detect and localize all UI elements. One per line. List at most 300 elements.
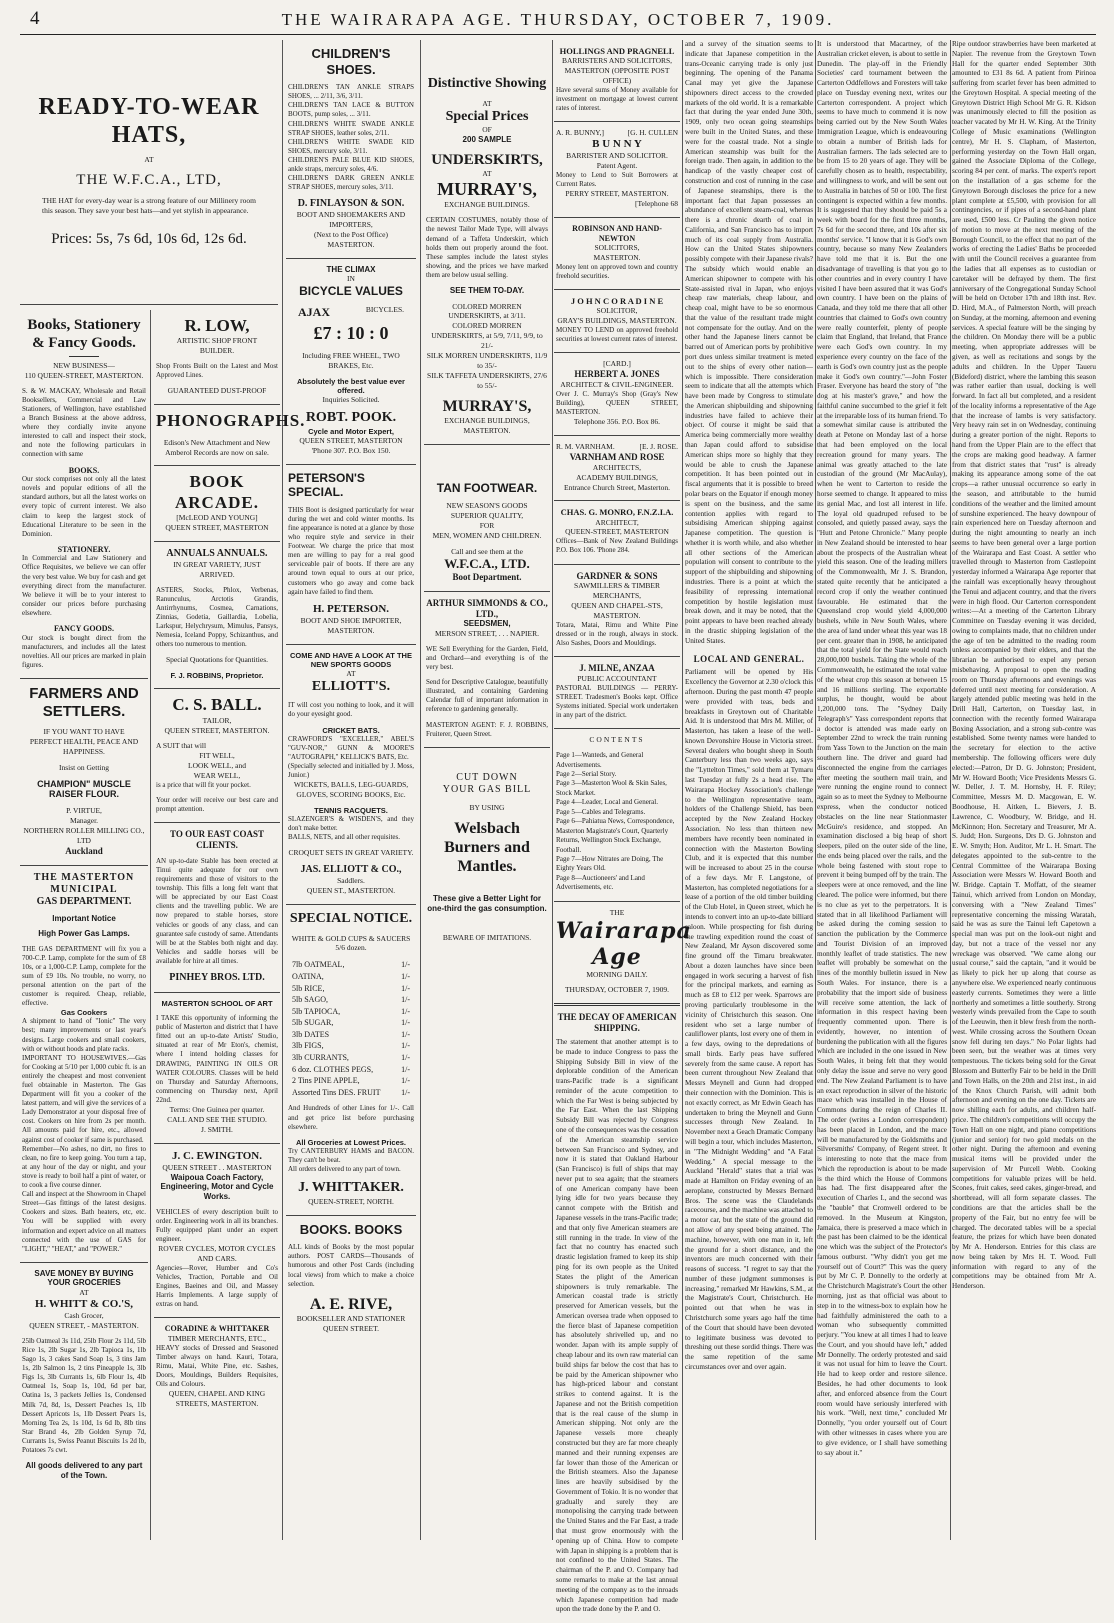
price-row xyxy=(288,1064,414,1076)
ad-title: ROBINSON AND HAND-NEWTON xyxy=(572,223,662,243)
ad-chas-monro xyxy=(554,501,680,564)
ad-title: TAN FOOTWEAR. xyxy=(436,480,538,495)
ad-address: QUEEN-STREET, MASTERTON xyxy=(565,527,669,537)
ad-line: MEN, WOMEN AND CHILDREN. xyxy=(432,530,542,540)
ad-sub: EXCHANGE BUILDINGS. xyxy=(444,200,530,210)
ad-body: Over J. C. Murray's Shop (Gray's New Building), QUEEN STREET, MASTERTON. xyxy=(556,389,678,417)
ad-at: AT xyxy=(79,1287,89,1297)
column-rule xyxy=(552,40,553,1540)
ad-tan-footwear xyxy=(424,475,550,592)
price-row xyxy=(288,1040,414,1052)
contents-item: Page 5—Cables and Telegrams. xyxy=(556,807,646,816)
ad-sub: Important Notice xyxy=(52,913,116,923)
ad-body: THIS Boot is designed particularly for wear during the wet and cold winter months. Its fine appearance is noted at a glance by those who require style and service in their Footwear. We charge the price that most men are willing to pay for a real good serviceable pair of boots. If there are any around town equal to ours at our price, customers who go away and come back again have failed to find them. xyxy=(288,505,414,596)
ad-annuals xyxy=(154,542,280,689)
ad-line: Insist on Getting xyxy=(59,762,109,772)
price-item: 2 Tins PINE APPLE, xyxy=(292,1076,360,1086)
ad-body: Have several sums of Money available for investment on mortgage at lowest current rates of interest. xyxy=(556,85,678,113)
ad-sub: Cash Grocer, xyxy=(64,1311,104,1321)
column-2 xyxy=(286,40,416,1540)
ad-sub: Patent Agent. xyxy=(596,161,638,171)
ad-address: QUEEN, CHAPEL AND KING STREETS, MASTERTON. xyxy=(168,1389,266,1408)
ad-arthur-simmonds xyxy=(424,592,550,748)
ad-title: HERBERT A. JONES xyxy=(574,369,660,380)
section-heading: BOOKS. xyxy=(68,465,100,475)
ad-childrens-shoes xyxy=(286,40,416,259)
price-value: 1/- xyxy=(401,1076,410,1086)
ad-name: ROBT. POOK. xyxy=(305,410,397,426)
ad-sub: High Power Gas Lamps. xyxy=(38,929,130,939)
ad-sub: Saddlers. xyxy=(337,875,365,885)
ad-line: PERFECT HEALTH, PEACE AND HAPPINESS. xyxy=(29,736,139,756)
price-value: 1/- xyxy=(401,1029,410,1039)
price-value: 1/- xyxy=(401,960,410,970)
ad-body: Agencies—Rover, Humber and Co's Vehicles, Traction, Portable and Oil Engines, Baeines and Oil, and Massey Harris Implements. A large supply of extras on hand. xyxy=(156,1263,278,1309)
ad-body: Offices—Bank of New Zealand Buildings P.O. Box 106. 'Phone 284. xyxy=(556,537,678,555)
price-item: 6 doz. CLOTHES PEGS, xyxy=(292,1064,374,1074)
ad-of: OF xyxy=(482,125,492,135)
ad-elliotts xyxy=(286,645,416,905)
contents-item: Page 3—Masterton Wool & Skin Sales, Stock Market. xyxy=(556,779,667,797)
underskirt-list xyxy=(426,302,548,391)
price-value: 1/- xyxy=(401,1087,410,1097)
ad-address: ACADEMY BUILDINGS, xyxy=(576,472,658,482)
ad-shop: THE W.F.C.A., LTD, xyxy=(76,172,222,189)
ad-address: QUEEN STREET, MASTERTON. xyxy=(164,725,270,735)
paper-sub: MORNING DAILY. xyxy=(586,969,648,979)
column-5 xyxy=(685,40,813,1540)
ad-sub: SOLICITORS, xyxy=(594,243,640,253)
ad-signature: J. WHITTAKER. xyxy=(298,1180,404,1196)
ad-price: £7 : 10 : 0 xyxy=(313,323,389,344)
ad-sub: Cycle and Motor Expert, xyxy=(308,427,394,437)
ad-body: Money to Lend to Suit Borrowers at Current Rates. xyxy=(556,171,678,189)
ad-name: H. WHITT & CO.'S, xyxy=(34,1297,133,1310)
ad-sub: TIMBER MERCHANTS, ETC., xyxy=(167,1333,267,1343)
ad-body: Our stock comprises not only all the latest novels and popular editions of all the standard authors, but all the latest works on every topic of current interest. We also claim to keep the largest stock of Educational Literature to be seen in the Dominion. xyxy=(22,475,146,538)
ad-signature: F. J. ROBBINS, Proprietor. xyxy=(170,671,264,681)
ad-title: UNDERSKIRTS, xyxy=(431,151,543,168)
ad-at: AT xyxy=(144,155,154,165)
ad-sub: ARCHITECT & CIVIL-ENGINEER. xyxy=(560,379,674,389)
ad-title: FARMERS AND xyxy=(29,685,139,702)
price-item: 5lb TAPIOCA, xyxy=(292,1006,341,1016)
ad-at: AT xyxy=(346,668,356,678)
price-value: 1/- xyxy=(401,995,410,1005)
ad-sub: TAILOR, xyxy=(202,715,232,725)
ad-line: CALL AND SEE THE STUDIO. xyxy=(167,1114,267,1124)
ad-address: QUEEN ST., MASTERTON. xyxy=(306,885,396,895)
price-item: 3lb FIGS, xyxy=(292,1041,324,1051)
price-item: Assorted Tins DES. FRUIT xyxy=(292,1087,381,1097)
ad-sub: 200 SAMPLE xyxy=(462,135,512,145)
ad-sub: [McLEOD AND YOUNG] xyxy=(176,513,258,523)
ad-sub: PUBLIC ACCOUNTANT xyxy=(577,673,657,683)
ad-school-of-art xyxy=(154,993,280,1144)
column-rule xyxy=(682,40,683,1540)
price-value: 1/- xyxy=(401,1006,410,1016)
ad-title: GARDNER & SONS xyxy=(576,570,658,581)
price-value: 1/- xyxy=(401,1064,410,1074)
ad-title: READY-TO-WEAR HATS, xyxy=(38,94,260,148)
shoe-item: CHILDREN'S PALE BLUE KID SHOES, ankle straps, mercury soles, 4/6. xyxy=(288,155,414,174)
price-item: 3lb DATES xyxy=(292,1029,330,1039)
ad-body: SLAZENGER'S & WISDEN'S, and they don't make better. xyxy=(288,814,414,832)
ad-address: MASTERTON (OPPOSITE POST OFFICE) xyxy=(564,66,670,85)
paper-the: THE xyxy=(609,907,625,917)
ad-signature: H. PETERSON. xyxy=(312,602,390,615)
ad-body: BALLS, NETS, and all other requisites. xyxy=(288,832,400,841)
ad-address: QUEEN-STREET, NORTH. xyxy=(308,1196,394,1206)
ad-body: Remember—No ashes, no dirt, no fires to clean, no fire to keep going. You turn a tap, at any hour of the day or night, and your stove is ready to boil half a pint of water, or to cook a five course dinner. xyxy=(22,1144,146,1190)
ad-j-milne xyxy=(554,657,680,729)
ad-prices: Prices: 5s, 7s 6d, 10s 6d, 12s 6d. xyxy=(51,230,247,247)
ad-line: Auckland xyxy=(65,845,103,856)
ad-title: SPECIAL. xyxy=(288,485,344,500)
ad-body: IMPORTANT TO HOUSEWIVES.—Gas for Cooking at 5/10 per 1,000 cubic ft. is an entirely the cheapest and most convenient fuel obtainable in Masterton. The Gas Department will fit you a cooker of the latest pattern, and will give the services of a Lady Demonstrator at your disposal free of cost. Cookers on hire from 2s per month. All amounts paid for hire, etc., allowed against cost of cooker if same is purchased. xyxy=(22,1053,146,1144)
partner-name: [E. J. ROSE. xyxy=(639,442,678,452)
ad-title: BICYCLE VALUES xyxy=(299,284,403,299)
ad-signature: JAS. ELLIOTT & CO., xyxy=(300,863,402,875)
ad-body: Try CANTERBURY HAMS and BACON. They can't be beat. xyxy=(288,1146,414,1164)
page-number: 4 xyxy=(30,8,40,29)
ad-line: Including FREE WHEEL, TWO BRAKES, Etc. xyxy=(302,350,400,370)
column-rule xyxy=(282,40,283,1540)
price-row xyxy=(288,1017,414,1029)
ad-title: MUNICIPAL xyxy=(50,883,118,895)
contents-list xyxy=(556,751,678,893)
ad-body: Our stock is bought direct from the manufacturers, and includes all the latest novelties. All our prices are marked in plain figures. xyxy=(22,633,146,669)
ad-body: Totara, Matai, Rimu and White Pine dressed or in the rough, always in stock. Also Sashes, Doors and Mouldings. xyxy=(556,620,678,648)
ad-signature: P. VIRTUE, xyxy=(66,806,102,816)
price-item: 3lb CURRANTS, xyxy=(292,1053,349,1063)
ad-body: THE GAS DEPARTMENT will fix you a 700-C.P. Lamp, complete for the sum of £8 10s, or a 1,000-C.P. Lamp, complete for the sum of £9 10s. No trouble, no worry, no personal attention on the part of the customer is required. Cheap, reliable, effective. xyxy=(22,944,146,1008)
ad-body: In Commercial and Law Stationery and Office Requisites, we believe we can offer the very best value. We buy for cash and get everything direct from the manufacturer. We believe it will be to your interest to consider our prices before purchasing elsewhere. xyxy=(22,554,146,617)
ad-title: C. S. BALL. xyxy=(172,695,262,715)
ad-title: YOUR GAS BILL xyxy=(442,784,532,796)
price-row xyxy=(288,1006,414,1018)
column-rule xyxy=(815,40,816,1540)
ad-bunny xyxy=(554,122,680,218)
ad-title: CORADINE & WHITTAKER xyxy=(164,1324,270,1334)
column-6 xyxy=(817,40,947,1540)
section-heading: STATIONERY. xyxy=(57,544,111,554)
price-item: 7lb OATMEAL, xyxy=(292,960,345,970)
ad-at: AT xyxy=(482,168,492,178)
price-value: 1/- xyxy=(401,1041,410,1051)
ad-body: A shipment to hand of "Ionic" The very best; many improvements or last year's designs. Large cookers and small cookers, with or without hoods and plate racks. xyxy=(22,1017,146,1053)
ad-line: is a price that will fit your pocket. xyxy=(156,781,251,790)
ad-name: MURRAY'S, xyxy=(442,397,532,415)
ad-phonographs xyxy=(154,405,306,466)
ad-address: QUEEN STREET, MASTERTON xyxy=(165,523,269,533)
ad-sub: BARRISTERS AND SOLICITORS, xyxy=(561,56,673,66)
section-heading: LOCAL AND GENERAL. xyxy=(693,654,805,665)
ad-varnham-rose xyxy=(554,436,680,501)
price-row xyxy=(288,994,414,1006)
ad-sub: SOLICITOR, xyxy=(596,306,638,316)
ad-title: SPECIAL NOTICE. xyxy=(289,910,413,926)
ad-body: CRAWFORD'S "EXCELLER," ABEL'S "GUV-NOR," GUNN & MOORE'S "AUTOGRAPH," KELLICK'S BATS, Etc. xyxy=(288,734,414,761)
ad-title: YOUR GROCERIES xyxy=(47,1278,121,1288)
ad-sub: ARCHITECTS, xyxy=(592,462,642,472)
ad-title: PHONOGRAPHS. xyxy=(156,411,306,431)
ad-sub: THE CLIMAX xyxy=(326,264,376,274)
ad-sub: EXCHANGE BUILDINGS, xyxy=(444,415,530,425)
price-item: 5lb RICE, xyxy=(292,983,325,993)
ad-body: 25lb Oatmeal 3s 11d, 25lb Flour 2s 11d, 5lb Rice 1s, 2lb Sugar 1s, 2lb Tapioca 1s, 1lb Sago 1s, 3 cakes Sand Soap 1s, 3 tins Jam 1s, 2lb Salmon 1s, 2 tins Pineapple 1s, 3lb Figs 1s, 3lb Currants 1s, 6lb Flour 1s, 4lb Oatmeal 1s, Soap 1s, 10d, 6d per bar, Oatina 1s, 3 packets Jellies 1s, Condensed Milk 7d, 8d, 1s, Dessert Peaches 1s, 1lb Dessert Apricots 1s, 1lb Dessert Pears 1s, Morning Tea 2s, 1s 10d, 1s 6d lb, 8lb tins Star Brand 4s, 2lb Golden Syrup 7d, Currants 1s, Swiss Peanut Biscuits 1s 2d lb, Potatoes 7s cwt. xyxy=(22,1336,146,1454)
ad-petersons-special xyxy=(286,465,416,645)
price-item: OATINA, xyxy=(292,971,324,981)
contents-item: Page 7—How Nitrates are Doing, The Eighty Years Old. xyxy=(556,854,664,873)
ad-address: MASTERTON. xyxy=(593,253,641,263)
column-1b xyxy=(154,310,306,1540)
ad-title: J. MILNE, ANZAA xyxy=(579,663,655,674)
ad-line: NORTHERN ROLLER MILLING CO., LTD xyxy=(23,825,145,845)
section-heading: Gas Cookers xyxy=(60,1008,108,1018)
partner-row xyxy=(556,128,678,138)
shoe-list xyxy=(288,83,414,192)
ad-line: WEAR WELL, xyxy=(193,771,241,781)
paper-date: THURSDAY, OCTOBER 7, 1909. xyxy=(564,985,670,995)
ad-sub: SEEDSMEN, xyxy=(463,619,511,629)
ad-line: BEWARE OF IMITATIONS. xyxy=(442,933,532,943)
ad-line: Manager. xyxy=(69,816,99,826)
ad-body: Edison's New Attachment and New Amberol Records are now on sale. xyxy=(163,437,271,457)
section-heading: CRICKET BATS. xyxy=(322,725,380,735)
ad-brand: RAISER FLOUR. xyxy=(48,789,119,800)
ad-body: I TAKE this opportunity of informing the public of Masterton and district that I have fitted out an up-to-date Artists' Studio, situated at rear of Mr Eton's, chemist, where I intend holding classes for DRAWING, PAINTING IN OILS OR WATER COLOURS. Classes will be held on Thursday and Saturday Afternoons, commencing on Thursday next, April 22nd. xyxy=(156,1014,278,1104)
ad-body: Shop Fronts Built on the Latest and Most Approved Lines. xyxy=(156,362,278,380)
ad-line: SEE THEM TO-DAY. xyxy=(449,286,525,295)
ad-line: BY USING xyxy=(469,802,505,812)
ad-line: Inquiries Solicited. xyxy=(322,394,380,404)
ad-body: Call and inspect at the Showroom in Chapel Street—Gas fittings of the latest designs. Cookers and sizes. Bath heaters, etc, etc. You will be supplied with every information and expert advice on all matters connected with the use of GAS for "LIGHT," "HEAT," and "POWER." xyxy=(22,1190,147,1253)
ad-books-stationery xyxy=(20,310,148,679)
ad-special-notice xyxy=(286,905,416,1216)
ad-address: Entrance Church Street, Masterton. xyxy=(563,482,670,492)
ad-signature: PINHEY BROS. LTD. xyxy=(169,972,265,984)
ad-line: All Groceries at Lowest Prices. xyxy=(295,1137,407,1147)
ad-body: HEAVY stocks of Dressed and Seasoned Timber always on hand. Kauri, Totara, Rimu, Matai, White Pine, etc. Sashes, Doors, Mouldings, Builders Requisites, Oils and Colours. xyxy=(156,1343,278,1388)
underskirt-item: COLORED MORREN UNDERSKIRTS, at 5/9, 7/11, 9/9, to 21/- xyxy=(431,321,543,351)
ad-ewington xyxy=(154,1144,280,1318)
ad-sub: Waipoua Coach Factory, Engineering, Motor and Cycle Works. xyxy=(160,1172,274,1201)
ad-sub: BARRISTER AND SOLICITOR. xyxy=(566,151,668,161)
ad-line: Terms: One Guinea per quarter. xyxy=(169,1104,265,1114)
contents-item: Page 1—Wanteds, and General Advertisements. xyxy=(556,751,644,769)
ad-body: CERTAIN COSTUMES, notably those of the newest Tailor Made Type, will always demand of a Taffeta Underskirt, which holds them out properly around the foot. These samples include the latest styles showing, and the prices we have marked them are below usual selling. xyxy=(426,216,548,279)
editorial-masthead xyxy=(554,902,692,1007)
ad-line: Your order will receive our best care and prompt attention. xyxy=(156,796,278,814)
ad-c-s-ball xyxy=(154,689,280,823)
ad-herbert-jones xyxy=(554,353,680,436)
ad-address: QUEEN STREET. xyxy=(322,1323,380,1333)
ad-body: IT will cost you nothing to look, and it will do your eyesight good. xyxy=(288,701,414,719)
ad-body: And Hundreds of other Lines for 1/-. Call and get price list before purchasing elsewhere. xyxy=(288,1104,414,1131)
ad-line: FIT WELL, xyxy=(199,751,235,761)
ad-body: ALL kinds of Books by the most popular authors. POST CARDS—Thousands of humorous and other Post Cards (including local views) from which to make a choice selection. xyxy=(288,1243,414,1288)
ad-body: THE HAT for every-day wear is a strong feature of our Millinery room this season. They save your best hats—and yet stylish in appearance. xyxy=(42,195,256,215)
ad-body: Money lent on approved town and country freehold securities. xyxy=(556,262,678,281)
contents-title: CONTENTS xyxy=(589,735,645,745)
ad-title: BOOKS. BOOKS xyxy=(299,1221,403,1237)
price-row xyxy=(288,1029,414,1041)
price-row xyxy=(288,1087,414,1099)
ad-address: 110 QUEEN-STREET, MASTERTON. xyxy=(24,370,144,380)
ad-robinson-hand-newton xyxy=(554,218,680,290)
ad-title: Books, Stationery & Fancy Goods. xyxy=(27,317,141,351)
ad-title: VARNHAM AND ROSE xyxy=(569,451,665,462)
ad-address: PERRY STREET, MASTERTON. xyxy=(565,189,669,199)
newspaper-title: THE WAIRARAPA AGE. THURSDAY, OCTOBER 7, 1909. xyxy=(281,10,835,29)
ad-gas-department xyxy=(20,866,148,1263)
ad-gardner-sons xyxy=(554,565,680,658)
contents-item: Page 6—Pahiatua News, Correspondence, Masterton Magistrate's Court, Quarterly Returns, Wellington Stock Exchange, Football. xyxy=(556,817,675,854)
price-list xyxy=(288,959,414,1098)
ad-address: QUEEN STREET, MASTERTON xyxy=(299,436,403,446)
ad-telephone: Telephone 356. P.O. Box 86. xyxy=(573,417,661,427)
shoe-item: CHILDREN'S WHITE SWADE ANKLE STRAP SHOES, leather soles, 2/11. xyxy=(288,119,414,137)
column-1a xyxy=(20,310,148,1540)
ad-title: GAS DEPARTMENT. xyxy=(36,895,132,907)
ad-east-coast-clients xyxy=(154,823,280,993)
ad-body: All orders delivered to any part of town. xyxy=(288,1164,401,1173)
ad-address: MASTERTON. xyxy=(463,425,511,435)
ad-r-low xyxy=(154,310,280,405)
ad-bicycle-values xyxy=(286,259,416,465)
ad-line: Call and see them at the xyxy=(451,546,523,556)
ad-body: MONEY TO LEND on approved freehold securities at lowest current rates of interest. xyxy=(556,326,678,344)
ad-address: QUEEN STREET . . MASTERTON xyxy=(162,1162,272,1172)
article-body: The statement that another attempt is to be made to induce Congress to pass the Shipping Subsidy Bill in view of the deplorable condition of the American trans-Pacific trade is a significant reminder of the acute competition to which the Far West is being subjected by the Far East. When the last Shipping Subsidy Bill was rejected by Congress one of the consequences was the cessation of the American steamship service between San Francisco and Sydney, and now it is stated that Oakland Harbour (San Francisco) is full of ships that may never put to sea again; that the steamers of one American company have been lying idle for two years because they cannot compete with the British and Japanese vessels in the trans-Pacific trade; and that only five American steamers are still running in the trade. In view of the fact that no country has enacted such drastic legislation framed to keep its ship ping for its own people as the United States the plight of the American shipowners is truly remarkable. The American coastal trade is strictly preserved for American vessels, but the American oversea trade when opposed to the fierce blast of Japanese competition has absolutely shrivelled up, and no wonder. Japan with its ample supply of cheap labour and its own raw material can build ships far below the cost that has to be paid by the American shipowner who has high-priced labour and constant strikes to contend against. It is the Japanese and not the British competition that is the real cause of the slump in American shipping. Not only are the Japanese vessels more cheaply constructed but they are far more cheaply manned and their running expenses are far lower than those of the American or the British steamers. Also the Japanese lines are heavily subsidised by the Government of Tokio. It is no wonder that gradually and surely they are monopolising the carrying trade between the United States and the Far East, a trade that must grow enormously with the opening up of China. How to compete with Japan in shipping is a problem that is not confined to the United States. The chairman of the P. and O. Company had some remarks to make at the last annual meeting of the company as to the inroads which Japanese competition had made upon the trade done by the P. and O. xyxy=(556,1037,678,1614)
article-body: Parliament will be opened by His Excellency the Governor at 2.30 o'clock this afternoon. During the past month 47 people were provided with teas, beds and breakfasts in Greytown out of Charitable Aid. It is understood that Mrs M. Miller, of Masterton, has taken a lease of the well-known Devonshire House in Victoria street. Several dealers who bought sheep in South Canterbury less than two weeks ago, says the "Lyttelton Times," sold them at Tymaru last Tuesday at fully 2s a head rise. The Wairarapa Hockey Association's challenge to the Wellington representative team, holders of the Challenge Shield, has been accepted by the New Zealand Hockey Association. No less than thirteen new members have recently been nominated in connection with the Masterton Bowling Club, and it is expected that this number will be increased to about 25 in the course of a few days. Mr F. Langstone, of Masterton, has completed negotiations for a lease of a portion of the old timber building of the Club Hotel, in Queen street, which he intends to convert into an up-to-date billiard saloon. While prospecting for fish during the trawling expedition round the coast of New Zealand, Mr Ayson discovered some fine ground off the Timaru breakwater. About a dozen launches have since been engaged in work securing a harvest of fish for the principal markets, and earning as much as £8 to £12 per week. Sparrows are proving particularly troublesome in the vicinity of Christchurch this season. One resident who set a large number of cauliflower plants, lost every one of them in a few days, owing to the depredations of small birds. Early peas have suffered severely from the same cause. A report has been current throughout New Zealand that Messrs Meynell and Gunn had dropped their connection with the Dominion. This is not exactly correct, as Mr Edwin Geach has undertaken to bring the Meynell and Gunn successes through New Zealand. In November next a Geach Dramatic Company will begin a tour, which includes Masterton, in "The Midnight Wedding" and "A Fatal Wedding." A special message to the Auckland "Herald" states that a trial was made at Hamilton on Friday evening of an aeroplane, constructed by Messrs Bernard Bros. The scene was the Claudelands racecourse, and the machine was attached to a motor car, but the state of the ground did not allow of any speed being attained. The machine, however, with one man in it, left the ground for a short distance, and the inventors are much concerned with their reasons of success. "I regret to say that the number of these judgment summonses is increasing," remarked Mr Hawkins, S.M., at the Magistrate's Court, Christchurch. He pointed out that when he was in Christchurch some years ago half the time of the Court that should have been devoted to legitimate business was devoted to threshing out these sordid things. There was the same repetition of the same circumstances over and over again. xyxy=(685,668,813,1371)
partner-row xyxy=(556,442,678,452)
article-body: and a survey of the situation seems to indicate that Japanese competition in the trans-Oceanic carrying trade is only just beginning. The opening of the Panama Canal may yet give the Japanese shipowners direct access to the crowded markets of the old world. It is a remarkable fact that during the year ended June 30th, 1909, only two ocean going steamships were built in the United States, and these were for the coastal trade. Not a single American steamship was built for the foreign trade. Then again, in addition to the handicap of the vastly cheaper cost of construction and cost of running in the case of Japanese steamships, there is the important fact that Japan possesses an abundance of excellent steam-coal, whereas there is a chronic dearth of coal in California, and San Francisco has to import much of its coal supply from Australia. How can the United States shipowners possibly compete with their Japanese rivals? The subsidy which would enable an American shipowner to compete with his State-assisted rival in Japan, who enjoys cheap raw materials, cheap labour, and cheap coal, might have to be so enormous that the value of the resultant trade might not compensate for the outlay. And on the other hand the Japanese liners cannot be barred out of American ports by prohibitive port dues unless similar treatment is meted out to the ships of every other nation—which is impossible. There consideration seem to indicate that all the attempts which have been made by Congress to stimulate the American shipbuilding and shipowning industries have failed to achieve their object. Of course it might be said that America being commercially more wealthy than Japan could afford to subsidise American ships more so highly that they would be able to crush the Japanese competition. It has been pointed out in fiscal arguments that it is possible to breed polar bears on the Equator if enough money is spent on the business, and the same contention applies with regard to subsidising American shipping against Japanese competition. The question is whether it is worth while, and also whether all other sections of the American population will consent to contribute to the support of the shipbuilding and shipowning industries. There is a point at which the feasibility of repressing international competition by hostile legislation must break down, and it may be noted, that the point appears to have been reached already in the drastic shipping legislation of the United States. xyxy=(685,40,813,645)
ad-brand: CHAMPION" MUSCLE xyxy=(37,778,131,789)
price-value: 1/- xyxy=(401,1053,410,1063)
ad-body: (Specially selected and initialled by J. Moss, Junior.) xyxy=(288,761,414,779)
column-4 xyxy=(554,40,692,1614)
ad-title: Distinctive Showing xyxy=(427,76,547,91)
ad-body: ASTERS, Stocks, Phlox, Verbenas, Ranunculus, Arctotis Grandis, Antirrhynums, Cosmea, Carnations, Zinnias, Godetia, Gaillardia, Lobelia, Larkspur, Helychrysum, Mimulus, Pansys, Nemesia, Iceland Poppy, Schizanthus, and others too numerous to mention. xyxy=(156,585,278,649)
ad-title: ELLIOTT'S. xyxy=(311,678,391,694)
ad-line: CROQUET SETS IN GREAT VARIETY. xyxy=(288,848,414,858)
ad-coradine-whittaker xyxy=(154,1318,280,1417)
ad-name: W.F.C.A., LTD. xyxy=(444,556,530,572)
ad-address: QUEEN STREET, - MASTERTON. xyxy=(29,1320,139,1330)
ad-line: NEW SEASON'S GOODS xyxy=(446,500,528,510)
ad-line: FOR xyxy=(479,520,495,530)
ad-body: PASTORAL BUILDINGS — PERRY-STREET. Tradesmen's Books kept. Office Systems initiated. Special work undertaken in any part of the district. xyxy=(556,683,678,720)
column-rule xyxy=(420,40,421,1540)
ad-sub: BUILDER. xyxy=(199,346,235,356)
contents-item: Page 2—Serial Story. xyxy=(556,770,617,779)
ad-sub: IN xyxy=(347,274,355,284)
ad-groceries xyxy=(20,1263,148,1488)
ad-address: QUEEN AND CHAPEL-STS, MASTERTON. xyxy=(571,601,663,621)
ad-sub: IN GREAT VARIETY, JUST ARRIVED. xyxy=(173,559,261,579)
ad-title: B U N N Y xyxy=(592,138,642,151)
ad-title: J. C. EWINGTON. xyxy=(172,1149,262,1162)
price-value: 1/- xyxy=(401,1018,410,1028)
ad-sub: SAWMILLERS & TIMBER MERCHANTS, xyxy=(574,581,660,601)
ad-sub: Special Prices xyxy=(445,108,529,124)
ajax-label: AJAX xyxy=(298,304,330,319)
ad-sub: ARTISTIC SHOP FRONT xyxy=(176,336,258,346)
ad-footer: All goods delivered to any part of the Town. xyxy=(25,1461,143,1480)
section-heading: FANCY GOODS. xyxy=(54,624,114,634)
ad-body: MASTERTON AGENT: F. J. ROBBINS, Fruiterer, Queen Street. xyxy=(426,720,548,738)
ad-ready-to-wear-hats xyxy=(20,40,278,305)
ad-title: ANNUALS ANNUALS. xyxy=(166,547,268,559)
ad-signature: A. E. RIVE, xyxy=(309,1295,393,1313)
ad-sub: ARCHITECT, xyxy=(595,517,639,527)
ad-body: VEHICLES of every description built to order. Engineering work in all its branches. Fully equipped plant under an expert engineer. xyxy=(156,1207,278,1243)
ad-body: AN up-to-date Stable has been erected at Tinui quite adequate for our own requirements and those of visitors to the township. This fills a long felt want that will be appreciated by our East Coast clients and the travelling public. We are now prepared to stable horses, store vehicles or goods of any class, and can guarantee safe custody of same. Attendants will be at the Stables both night and day. Vehicles and saddle horses will be available for hire at all times. xyxy=(156,856,278,965)
ad-welsbach xyxy=(424,766,550,952)
ad-brand: Welsbach Burners and Mantles. xyxy=(444,819,530,875)
ad-line: SUPERIOR QUALITY, xyxy=(450,510,524,520)
ad-at: AT xyxy=(482,98,492,108)
price-row xyxy=(288,983,414,995)
ad-address: MERSON STREET, . . . NAPIER. xyxy=(434,629,540,638)
section-heading: TENNIS RACQUETS. xyxy=(314,805,388,815)
ad-line: WHITE & GOLD CUPS & SAUCERS 5/6 dozen. xyxy=(291,933,411,953)
article-body: It is understood that Macartney, of the Australian cricket eleven, is about to settle in Dunedin. The play-off in the Friendly Societies' card tournament between the Carterton Oddfellows and Foresters will take place on Tuesday evening next, writes our Carterton correspondent. A project which seems to have much to commend it is now being carried out by the New South Wales Immigration League, which is endeavouring to obtain a number of British lads for Australian farmers. The lads selected are to be from 15 to 20 years of age. They will be carefully chosen as to health, respectability, and willingness to work, and will be sent out to Australia in batches of 50 or 100. The first contingent is expected within a few months. It is suggested that they should be paid 5s a week with board for the first three months, 7s 6d for the second three, and 10s after six months' service. "I know that it is God's own country, because so many New Zealanders have told me that it is. But the one disadvantage of travelling is that you go to other countries and in every country I have visited I have been assured that it was God's own country. I have been on the plains of Canada, and they told me there that all other countries that claimed to God's own country were really counterfeit, plenty of people claim that England, that Ireland, that France were each God's own country. In my experience every country on the face of the earth is God's own country just as the people make it God's own country."—John Foster Fraser. Everyone has heard the story of "the dog at his master's grave," and how the faithful canine succumbed to the grief it felt at the irreparable loss of its human friend. To a somewhat similar cause is attributed the death at Petone on Monday last of a horse that had been employed on the local recreation ground for many years. The animal was greatly attached to the late custodian of the ground (Mr MacAulay), when he went to Carterton to reside the horse seemed to change. It appeared to miss its genial Mac, and lost all interest in life. The loyal old quadruped refused to be consoled, and quietly passed away, says the "Hutt and Petone Chronicle." Many people in New Zealand should be interested to hear about the prospects of the Australian wheat yield this season. One of the leading millers of the Commonwealth, Mr J. S. Brandon, stated quite recently that he anticipated a record crop if only the weather continued favourable. He estimated that the Queensland crop would yield 4,000,000 bushels, while in New South Wales, where the area of land under wheat this year was 18 per cent. greater than in 1908, he anticipated that the total yield for the State would reach 28,000,000 bushels. Taking the whole of the Commonwealth, he estimated the total value of the wheat crop this season at between 15 and 16 millions sterling. The exportable surplus, he thought, would be about 1,200,000 tons. The "Sydney Daily Telegraph's" Yass correspondent reports that a doctor is attended was made early on September 22nd to wreck the train running from Yass Town to the Junction on the main southern line. The driver and guard had disconnected the engine from the carriages after meeting the southern mail train, and were running the engine round to connect again so as to meet the Sydney to Melbourne express, when the conductor noticed obstacles on the line near Stationmaster McGuire's residence, and stopped. An examination disclosed a big heap of short sleepers, piled on the outer side of the line, the ends being placed over the rails, and the whole being fastened with stout rope to prevent it being bumped off by the train. The sleepers were at once removed, and the line cleared. The police were informed, but there is no clue as yet to the perpetrators. It is stated that in all likelihood Parliament will be asked during the coming session to sanction the publication by the Commerce and Tourist Division of an improved monthly leaflet of trade statistics. The new leaflet will probably be somewhat on the lines of the monthly bulletin issued in New South Wales. For instance, there is a probability that the import side of business will receive some attention, the lack of information in this respect having been frequently commented upon. There is evidently, however, no intention of burdening the publication with all the figures which are included in the one issued in New South Wales, it being felt that they would only delay the issue and serve no very good end. The New Zealand Parliament is to have an exact reproduction in silver of the historic mace which was installed in the House of Commons during the reign of Charles II. The order (writes a London correspondent) has been placed in London, and the mace will be manufactured by the Goldsmiths and Silversmiths' Company, of Regent street. It is interesting to note that the mace from which the reproduction is about to be made is the third which the House of Commons has had. The first disappeared after the execution of Charles I., and the second was the "bauble" that Cromwell ordered to be removed. In the Museum at Kingston, Jamaica, there is preserved a mace which in the past has been claimed to be the identical one which was the subject of the Protector's famous outburst. "Why didn't you get me yourself out of Court?" This was the query put by Mr C. P. Donnelly to the orderly at the Christchurch Magistrate's Court the other morning, just as that official was about to step in to the witness-box to explain how he had faithfully administered the oath to a woman who subsequently committed perjury. "You knew at all times I had to leave the Court, and you should have left," added Mr Donnelly. The orderly protested and said it was not usual for him to leave the Court. He had to keep order and restore silence. Besides, he had other documents to look after, and enforced absence from the Court room would have seriously interfered with his work. "Well, next time," concluded Mr Donnelly, "you order yourself out of Court with other witnesses in cases where you are to give evidence, or I shall have something to say about it." xyxy=(817,40,947,1457)
ad-sub: BOOKSELLER AND STATIONER xyxy=(296,1313,406,1323)
partner-name: A. R. BUNNY,] xyxy=(556,128,604,138)
ajax-label: BICYCLES. xyxy=(365,304,404,314)
article-body: Ripe outdoor strawberries have been marketed at Napier. The revenue from the Greytown Town Hall for the quarter ended September 30th amounted to £31 8s 6d. A patient from Pirinoa suffering from scarlet fever has been admitted to the Greytown Hospital. A special meeting of the Greytown District High School Mr G. R. Kidson was unanimously elected to fill the position as teacher vacated by Mr H. W. King. At the Trinity College of Music examinations (Wellington centre), Mr H. S. Clapham, of Masterton, performing yesterday on the Town Hall organ, gained the Associate Diploma of the College, scoring 84 per cent. of marks. The expert's report on the installation of a gas scheme for the Greytown Borough discloses the price for a new plant complete at £5,500, with provision for all contingencies, or if pipes of a second-hand plant are used, £500 less. Cr Pauling the given notice of motion to move at the next meeting of the Borough Council, to the effect that no part of the works of erecting the Ladies' Baths be proceeded with until the Council receives a guarantee from the ladies that all expenses as to custodian or caretaker will be defrayed by them. The first anniversary of the Congregational Sunday School will be held on October 17th and 18th inst. Rev. D. Hird, M.A., of Palmerston North, will preach on Sunday, at the morning, afternoon and evening services. A special feature will be the singing by the children. On Monday there will be a public meeting, when appropriate addresses will be given, as well as recitations and songs by the adults and children. In the Upper Taueru (Bideford) district, where the lambing this season was rather earlier than usual, docking is well forward. In fact all but completed, and a resident of the locality informs a representative of the Age that the increase of lambs is very satisfactory. Very heavy rain set in on Wednesday, continuing during a greater portion of the night. Reports to hand from the Upper Plain are to the effect that the crops are making good headway. A farmer from that district states that "rust" is already making its appearance among some of the oat crops—a rather unusual occurrence so early in the season, and attributable to the humid conditions of the weather and the limited amount of sunshine experienced. The heavy downpour of rain experienced here on Tuesday afternoon and during the night amounting to nearly an inch seems to have been general over a large portion of the Wairarapa and East Coast. A settler who travelled through to Masterton from Castlepoint yesterday informed a Wairarapa Age reporter that the rainfall was exceptionally heavy throughout the Tenui and adjacent country, and that the rivers were in high flood. Our Carterton correspondent writes:—At a meeting of the Carterton Library Committee on Tuesday evening it was decided, owing to complaints made, that no children under the age of ten be admitted to the reading room unless accompanied by their elders, and that the librarian be authorised to expel any person misbehaving. A proposal to open the reading room on Thursday afternoons and evenings was deferred until next meeting for consideration. A largely attended public meeting was held in the Drill Hall, Carterton, on Tuesday last, in connection with the recently formed Wairarapa Boxing Association, and a strong sub-centre was established. Some twenty names were handed to the secretary for election to the active membership. The following officers were duly elected:—Patron, Dr D. G. Johnston; President, Mr W. Howard Booth; Vice Presidents Messrs G. W. Deller, J. T. M. Hornsby, H. F. Riley; Committee, Messrs M. D. Macgowan, E. W. Boodhouse, H. Aitken, L. Bievers, J. B. Lawrence, C. Woodbury, W. Bridge, and H. McKinnon; Hon. Secretary and Treasurer, Mr A. S. Judd; Hon. Surgeons, Drs D. G. Johnston and E. W. Smyth; Hon. Auditor, Mr L. H. Smart. The delegates appointed to the sub-centre to the Central Committee of the Wairarapa Boxing Association were Messrs W. Howard Booth and W. Bridge. Captain T. Moffatt, of the steamer Tainui, which arrived from London on Monday, conversing with a "New Zealand Times" representative concerning the missing Waratah, said he was as sure the Tainui left Capetown a special man was put on the look-out night and day, but not a trace of the vessel nor any wreckage was observed. "We came along our usual course," said the captain, "and it would be as likely to pick her up along that course as anywhere else. We experienced nearly continuous easterly currents. Sometimes they were a little northerly and sometimes a little southerly. Strong westerly winds prevailed from the Cape to south of the Leeuwin, then it blew fresh from the north-west. While crossing across the Southern Ocean snow fell during ten days." No Polar lights had been seen, but the weather was at times very tempestuous. The tickets being sold for the Great Blossom and Butterfly Fair to be held in the Drill and Town Halls, on the 20th and 21st inst., in aid of the Knox Church Parish, will admit both afternoon and evening on the one day. Tickets are now shilling each for adults, and children half-price. The children's competitions will occupy the Town Hall on one night, and piano competitions (junior and senior) for two gold medals on the other night. During the afternoon and evening musical items will be provided under the supervision of Mr Purcell Webb. Cooking competitions for valuable prizes will be held. Scones, fruit cakes, seed cakes, ginger-bread, and shortbread, will all form separate classes. The conditions are that the articles shall be the property of the Fair, but no entry fee will be charged. The decorated tables will be a special feature, the prizes for which have been donated by Mr A. Henderson. Entries for this class are now being taken by Mrs H. T. Wood. Full information with regard to any of the competitions may be obtained from Mr A. Henderson. xyxy=(952,40,1096,1291)
article-title: THE DECAY OF AMERICAN SHIPPING. xyxy=(557,1012,677,1034)
ad-line: ROVER CYCLES, MOTOR CYCLES AND CARS. xyxy=(158,1243,276,1263)
price-row xyxy=(288,1052,414,1064)
ad-murrays-underskirts xyxy=(424,40,550,445)
contents-box xyxy=(554,729,680,901)
contents-item: Page 8—Auctioneers' and Land Advertisements, etc. xyxy=(556,873,645,892)
ad-books-books xyxy=(286,1216,416,1342)
contents-item: Page 4—Leader, Local and General. xyxy=(556,798,658,807)
leader-article xyxy=(554,1006,680,1623)
column-7 xyxy=(952,40,1096,1540)
ad-sub: BOOT AND SHOEMAKERS AND IMPORTERS, xyxy=(296,210,406,230)
paper-title: Wairarapa Age xyxy=(556,917,692,970)
ad-title: TO OUR EAST COAST CLIENTS. xyxy=(170,829,264,851)
shoe-item: CHILDREN'S WHITE SWADE KID SHOES, mercury sole, 3/11. xyxy=(288,137,414,155)
shoe-item: CHILDREN'S DARK GREEN ANKLE STRAP SHOES, mercury soles, 3/11. xyxy=(288,174,414,192)
ad-body: These give a Better Light for one-third the gas consumption. xyxy=(427,894,547,913)
ajax-row xyxy=(298,305,404,319)
ad-line: 'Phone 307. P.O. Box 150. xyxy=(311,446,391,456)
column-3 xyxy=(424,40,550,1540)
price-value: 1/- xyxy=(401,983,410,993)
ad-title: HOLLINGS AND PRAGNELL xyxy=(559,46,675,56)
partner-name: [G. H. CULLEN xyxy=(627,128,678,138)
ad-book-arcade xyxy=(154,466,280,542)
price-value: 1/- xyxy=(401,971,410,981)
ad-sub: Boot Department. xyxy=(452,572,522,583)
ad-line: LOOK WELL, and xyxy=(188,761,246,771)
ad-address: MASTERTON. xyxy=(327,239,375,249)
ad-body: Send for Descriptive Catalogue, beautifully illustrated, and containing Gardening Calendar full of important information in reference to gardening generally. xyxy=(426,678,548,714)
underskirt-item: COLORED MORREN UNDERSKIRTS, at 3/11. xyxy=(448,301,526,321)
ad-telephone: [Telephone 68 xyxy=(634,199,678,209)
ad-title: CHAS. G. MONRO, F.N.Z.I.A. xyxy=(560,507,674,518)
ad-card: [CARD.] xyxy=(603,359,631,369)
ad-hollings-pragnell xyxy=(554,40,680,122)
ad-title: BOOK ARCADE. xyxy=(175,472,259,512)
